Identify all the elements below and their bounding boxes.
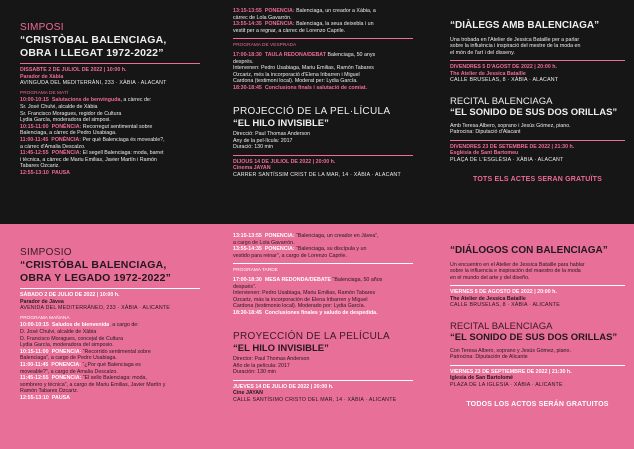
- program-detail: sombrero y técnica”, a cargo de Mariu Emilias, Javier Martín y: [20, 381, 166, 388]
- program-detail: “El sello Balenciaga: moda,: [81, 375, 147, 382]
- program-item: [20, 349, 200, 356]
- program-time: 13:55-14:35: [233, 246, 262, 253]
- sponsor: [450, 354, 625, 361]
- film-title: “EL HILO INVISIBLE”: [233, 342, 329, 354]
- recital-kicker: RECITAL BALENCIAGA: [450, 321, 553, 332]
- program-text: [51, 362, 141, 369]
- program-detail: , a càrrec de:: [120, 97, 152, 104]
- text-line: Un encuentro en el Atelier de Jessica Bataille para hablar: [450, 262, 585, 268]
- program-time: 10:00-10:15: [20, 322, 49, 329]
- program-list: [20, 322, 200, 401]
- program-item: [20, 163, 200, 170]
- program-text: [52, 150, 164, 157]
- program-highlight: Saludos de bienvenida: [51, 322, 110, 329]
- program-text: [265, 85, 367, 92]
- program-item: [20, 388, 200, 395]
- program-item: [233, 28, 413, 35]
- program-highlight: Conclusions finals i salutació de comiat.: [264, 84, 367, 91]
- program-highlight: Conclusiones finales y saludo de despedida.: [264, 309, 378, 316]
- program-text: [265, 246, 367, 253]
- program-text: [233, 28, 345, 35]
- film-info: [233, 356, 413, 376]
- sponsor: [450, 129, 625, 136]
- program-text: [233, 72, 360, 79]
- program-detail: a càrrec d'Amalia Descalzo.: [20, 143, 86, 150]
- event-date: VIERNES 23 DE SEPTIEMBRE DE 2022 | 21:30 h.: [450, 368, 572, 375]
- program-detail: després.: [233, 58, 254, 65]
- text-line: en el mundo del arte y del diseño.: [450, 274, 530, 281]
- program-text: [20, 117, 111, 124]
- venue-address: AVINGUDA DEL MEDITERRÀNI, 233 · XÀBIA · ALACANT: [20, 80, 167, 87]
- text-line: sobre la influència i inspiració del mestre de la moda en: [450, 43, 581, 50]
- program-text: [233, 240, 295, 247]
- kicker: SIMPOSI: [20, 22, 64, 33]
- program-time: 11:00-11:45: [20, 136, 49, 143]
- title-line: OBRA Y LEGADO 1972-2022”: [20, 271, 172, 284]
- film-kicker: PROJECCIÓ DE LA PEL·LÍCULA: [233, 105, 391, 117]
- program-highlight: PONÈNCIA:: [51, 123, 82, 130]
- program-highlight: PONENCIA:: [51, 361, 82, 368]
- performers: Con Teresa Albero, soprano y Jesús Gómez, piano.: [450, 347, 571, 354]
- program-text: [20, 388, 78, 395]
- divider: [233, 155, 413, 156]
- dialogues-title: “DIÁLOGOS CON BALENCIAGA”: [450, 245, 608, 256]
- program-text: [20, 342, 114, 349]
- program-detail: D. Francisco Moragues, concejal de Cultura: [20, 335, 124, 342]
- program-item: [20, 111, 200, 118]
- program-detail: Lydia García, moderadora del simposi.: [20, 117, 111, 124]
- program-time: 17:00-18:30: [233, 276, 262, 283]
- program-item: [20, 395, 200, 402]
- program-highlight: MESA REDONDA/DEBATE: [264, 276, 332, 283]
- program-text: [20, 336, 123, 343]
- program-detail: , a cargo de:: [109, 322, 139, 329]
- program-text: [233, 297, 368, 304]
- text-line: Any de la pel·lícula: 2017: [233, 137, 293, 144]
- venue-address: PLAÇA DE L'ESGLÉSIA · XÀBIA · ALACANT: [450, 156, 564, 163]
- program-text: [20, 157, 157, 164]
- divider: [233, 38, 413, 39]
- program-item: [20, 124, 200, 131]
- program-item: [20, 336, 200, 343]
- program-list: [233, 52, 413, 92]
- venue-address: CALLE BRUSELAS, 8 · XÀBIA · ALACANT: [450, 77, 559, 84]
- program-item: [20, 104, 200, 111]
- program-text: [233, 59, 253, 66]
- program-detail: “Recorrido sentimental sobre: [81, 348, 151, 355]
- dialogues-title: “DIÀLEGS AMB BALENCIAGA”: [450, 20, 600, 31]
- program-time: 11:45-12:55: [20, 150, 49, 157]
- program-text: [233, 78, 358, 85]
- program-text: [52, 395, 70, 402]
- program-detail: “¿Por qué Balenciaga es: [81, 361, 141, 368]
- divider: [20, 63, 200, 64]
- program-text: [265, 8, 376, 15]
- program-detail: vestit per a regnar, a càrrec de Lorenzo Caprile.: [233, 27, 346, 34]
- program-list: [233, 233, 413, 259]
- program-highlight: PONENCIA:: [264, 233, 295, 239]
- text-line: Año de la película: 2017: [233, 362, 290, 369]
- program-item: [20, 382, 200, 389]
- program-item: [233, 240, 413, 247]
- program-detail: Ozcariz, més la incorporació d'Elena Iribarren i Miguel: [233, 71, 360, 78]
- program-item: [233, 297, 413, 304]
- film-title: “EL HILO INVISIBLE”: [233, 117, 329, 129]
- program-detail: D. José Chulvi, alcalde de Xàbia: [20, 328, 97, 335]
- program-time: 18:30-18:45: [233, 309, 262, 316]
- program-highlight: PONENCIA:: [264, 246, 295, 253]
- free-entry-banner: TODOS LOS ACTOS SERÁN GRATUITOS: [466, 401, 609, 409]
- program-item: [233, 59, 413, 66]
- program-detail: El segell Balenciaga: moda, barret: [81, 150, 164, 157]
- program-text: [52, 124, 153, 131]
- program-time: 10:15-11:00: [20, 348, 49, 355]
- program-text: [52, 97, 152, 104]
- program-item: [20, 117, 200, 124]
- dialogues-column-va: [450, 8, 625, 220]
- text-line: el món de l'art i del disseny.: [450, 49, 515, 56]
- program-item: [233, 65, 413, 72]
- program-time: 13:55-14:35: [233, 21, 262, 28]
- program-detail: Balenciaga, a càrrec de Pedro Usabiaga.: [20, 130, 117, 137]
- program-time: 11:45-12:55: [20, 375, 49, 382]
- program-item: [20, 369, 200, 376]
- program-text: [265, 52, 375, 59]
- program-detail: a cargo de Lola Gavarrón.: [233, 239, 295, 246]
- program-item: [233, 85, 413, 92]
- text-line: Duración: 130 min: [233, 369, 276, 376]
- program-item: [233, 52, 413, 59]
- program-detail: Cardona (testimoni local). Moderat per: Lydia García.: [233, 78, 358, 85]
- event-date: DIVENDRES 5 D'AGOST DE 2022 | 20:00 h.: [450, 64, 557, 71]
- event-date: DIVENDRES 23 DE SETEMBRE DE 2022 | 21:30 h.: [450, 143, 575, 150]
- program-detail: “Balenciaga, un creador en Jávea”,: [294, 233, 379, 239]
- program-text: [52, 349, 151, 356]
- spanish-half: [0, 225, 634, 449]
- program-detail: Sr. José Chulvi, alcalde de Xàbia: [20, 103, 98, 110]
- dialogues-column-es: [450, 233, 625, 445]
- program-text: [51, 137, 164, 144]
- program-list: [233, 8, 413, 34]
- program-item: [20, 137, 200, 144]
- dialogues-intro: [450, 262, 625, 281]
- text-line: Una trobada en l'Atelier de Jessica Bataille per a parlar: [450, 37, 580, 43]
- program-text: [20, 355, 117, 362]
- program-detail: después”.: [233, 283, 257, 290]
- program-highlight: PONENCIA:: [51, 375, 82, 382]
- program-detail: Ramón Tabares Ozcariz.: [20, 388, 79, 395]
- title-line: OBRA I LLEGAT 1972-2022”: [20, 46, 164, 59]
- venue: Cinema JAYAN: [233, 165, 271, 172]
- program-detail: Balenciaga, la seua deixebla i un: [294, 21, 374, 28]
- dialogues-intro: [450, 37, 625, 56]
- program-item: [233, 290, 413, 297]
- venue: Iglesia de San Bartolomé: [450, 375, 513, 382]
- program-highlight: PAUSA: [51, 169, 71, 176]
- program-list: [20, 97, 200, 176]
- program-item: [20, 157, 200, 164]
- program-detail: Recorregut sentimental sobre: [81, 123, 153, 130]
- divider: [450, 285, 625, 286]
- divider: [450, 140, 625, 141]
- program-time: 11:00-11:45: [20, 361, 49, 368]
- venue-address: PLAZA DE LA IGLESIA · XÀBIA · ALICANTE: [450, 381, 563, 388]
- program-text: [265, 277, 382, 284]
- program-text: [233, 65, 374, 72]
- program-detail: Intervenen: Pedro Usabiaga, Mariu Emilias, Ramón Tabares: [233, 65, 374, 72]
- program-text: [233, 253, 347, 260]
- program-text: [20, 104, 97, 111]
- program-text: [20, 111, 121, 118]
- program-text: [20, 163, 60, 170]
- program-item: [20, 322, 200, 329]
- venue-address: AVENIDA DEL MEDITERRÁNEO, 233 · XÀBIA · ALICANTE: [20, 305, 171, 312]
- program-time: 17:00-18:30: [233, 51, 262, 58]
- program-detail: vestido para reinar”, a cargo de Lorenzo Caprile.: [233, 252, 347, 259]
- program-detail: Sr. Francisco Moragues, regidor de Cultura: [20, 110, 122, 117]
- program-label: PROGRAMA DE MATÍ: [20, 90, 69, 96]
- program-item: [233, 303, 413, 310]
- afternoon-column-es: [233, 233, 413, 445]
- event-date: DIJOUS 14 DE JULIOL DE 2022 | 20:00 h.: [233, 158, 336, 165]
- program-item: [20, 355, 200, 362]
- program-item: [233, 21, 413, 28]
- venue: The Atelier de Jessica Bataille: [450, 295, 526, 302]
- program-detail: Cardona (testimonio local). Moderado por: Lydia García.: [233, 303, 365, 310]
- program-detail: i tècnica, a càrrec de Mariu Emilias, Javier Martín i Ramón: [20, 156, 157, 163]
- program-detail: càrrec de Lola Gavarrón.: [233, 14, 292, 21]
- venue: Parador de Xàbia: [20, 73, 64, 80]
- program-text: [233, 290, 375, 297]
- venue: Cine JAYAN: [233, 390, 263, 397]
- program-text: [233, 303, 365, 310]
- program-highlight: PONÈNCIA:: [264, 8, 295, 14]
- program-detail: Balenciaga, un creador a Xàbia, a: [294, 8, 376, 14]
- title-line: “CRISTÓBAL BALENCIAGA,: [20, 259, 167, 271]
- program-time: 10:15-11:00: [20, 123, 49, 130]
- divider: [20, 288, 200, 289]
- program-time: 13:15-13:55: [233, 233, 262, 239]
- text-line: Director: Paul Thomas Anderson: [233, 356, 310, 363]
- program-detail: Ozcariz, más la incorporación de Elena Iribarren y Miguel: [233, 296, 368, 303]
- divider: [450, 60, 625, 61]
- program-text: [52, 375, 147, 382]
- program-time: 13:15-13:55: [233, 8, 262, 14]
- program-item: [233, 246, 413, 253]
- afternoon-column-va: [233, 8, 413, 220]
- program-detail: moveable?”, a cargo de Amalia Descalzo.: [20, 368, 118, 375]
- program-item: [20, 329, 200, 336]
- program-item: [20, 150, 200, 157]
- text-line: Duració: 130 min: [233, 144, 274, 151]
- divider: [450, 365, 625, 366]
- program-text: [265, 21, 374, 28]
- program-highlight: TAULA REDONA/DEBAT: [264, 51, 326, 58]
- program-text: [20, 329, 96, 336]
- program-label: PROGRAMA MAÑANA: [20, 315, 70, 321]
- program-text: [52, 322, 139, 329]
- program-highlight: Salutacions de benvinguda: [51, 97, 121, 104]
- program-text: [52, 170, 70, 177]
- program-item: [233, 284, 413, 291]
- program-item: [20, 375, 200, 382]
- program-detail: Intervienen: Pedro Usabiaga, Mariu Emilias, Ramón Tabares: [233, 290, 376, 297]
- symposium-column-va: [20, 8, 200, 220]
- program-highlight: PAUSA: [51, 394, 71, 401]
- program-item: [233, 72, 413, 79]
- venue: The Atelier de Jessica Bataille: [450, 70, 526, 77]
- program-item: [20, 342, 200, 349]
- program-text: [20, 382, 165, 389]
- program-item: [233, 8, 413, 15]
- program-item: [233, 310, 413, 317]
- program-time: 10:00-10:15: [20, 97, 49, 104]
- program-detail: Balenciaga, 50 anys: [325, 51, 376, 58]
- program-detail: “Balenciaga, 50 años: [331, 276, 383, 283]
- recital-kicker: RECITAL BALENCIAGA: [450, 96, 553, 107]
- program-text: [20, 369, 118, 376]
- film-info: [233, 131, 413, 151]
- program-detail: Lydia García, moderadora del simposio.: [20, 342, 114, 349]
- event-date: VIERNES 5 DE AGOSTO DE 2022 | 20:00 h.: [450, 289, 557, 296]
- text-line: Direcció: Paul Thomas Anderson: [233, 131, 311, 138]
- venue-address: CARRER SANTÍSSIM CRIST DE LA MAR, 14 · XÀBIA · ALACANT: [233, 172, 401, 178]
- program-time: 12:55-13:10: [20, 169, 49, 176]
- program-item: [233, 253, 413, 260]
- sponsor-text: Patrocina: Diputación de Alicante: [450, 354, 528, 361]
- program-list: [233, 277, 413, 317]
- film-kicker: PROYECCIÓN DE LA PELÍCULA: [233, 330, 390, 342]
- program-time: 18:30-18:45: [233, 84, 262, 91]
- free-entry-banner: TOTS ELS ACTES SERAN GRATUÏTS: [473, 176, 602, 184]
- divider: [233, 263, 413, 264]
- event-date: SÁBADO 2 DE JULIO DE 2022 | 10:00 h.: [20, 292, 120, 298]
- program-time: 12:55-13:10: [20, 394, 49, 401]
- recital-title: “EL SONIDO DE SUS DOS ORILLAS”: [450, 107, 618, 118]
- program-highlight: PONENCIA:: [51, 348, 82, 355]
- program-label: PROGRAMA TARDE: [233, 268, 278, 274]
- program-detail: Tabares Ozcariz.: [20, 163, 60, 170]
- program-item: [233, 233, 413, 240]
- program-highlight: PONÈNCIA:: [51, 136, 82, 143]
- program-item: [20, 170, 200, 177]
- program-item: [20, 130, 200, 137]
- program-highlight: PONÈNCIA:: [51, 150, 82, 157]
- program-item: [233, 78, 413, 85]
- program-item: [20, 97, 200, 104]
- performers: Amb Teresa Albero, soprano i Jesús Gómez, piano.: [450, 122, 571, 129]
- title-line: “CRISTÒBAL BALENCIAGA,: [20, 34, 167, 46]
- program-text: [233, 284, 256, 291]
- venue: Parador de Jávea: [20, 298, 64, 305]
- divider: [233, 380, 413, 381]
- recital-title: “EL SONIDO DE SUS DOS ORILLAS”: [450, 332, 618, 343]
- text-line: sobre la influencia e inspiración del maestro de la moda: [450, 268, 581, 275]
- valencian-half: [0, 0, 634, 224]
- program-item: [20, 362, 200, 369]
- kicker: SIMPOSIO: [20, 247, 72, 258]
- program-detail: Per què Balenciaga és moveable?,: [81, 136, 165, 143]
- program-item: [233, 277, 413, 284]
- venue: Església de Sant Bartomeu: [450, 150, 519, 157]
- venue-address: CALLE BRUSELAS, 8 · XÀBIA · ALICANTE: [450, 302, 560, 309]
- program-text: [265, 310, 378, 317]
- venue-address: CALLE SANTÍSIMO CRISTO DEL MAR, 14 · XÀBIA · ALICANTE: [233, 397, 397, 403]
- program-detail: Balenciaga”, a cargo de Pedro Usabiaga.: [20, 355, 117, 362]
- program-text: [265, 233, 379, 240]
- event-date: DISSABTE 2 DE JULIOL DE 2022 | 10:00 h.: [20, 67, 127, 73]
- symposium-column-es: [20, 233, 200, 445]
- program-text: [20, 130, 117, 137]
- program-label: PROGRAMA DE VESPRADA: [233, 43, 297, 49]
- program-highlight: PONÈNCIA:: [264, 21, 295, 28]
- event-date: JUEVES 14 DE JULIO DE 2022 | 20:00 h.: [233, 383, 334, 390]
- program-detail: “Balenciaga, su discípula y un: [294, 246, 367, 253]
- sponsor-text: Patrocina: Diputació d'Alacant: [450, 129, 521, 136]
